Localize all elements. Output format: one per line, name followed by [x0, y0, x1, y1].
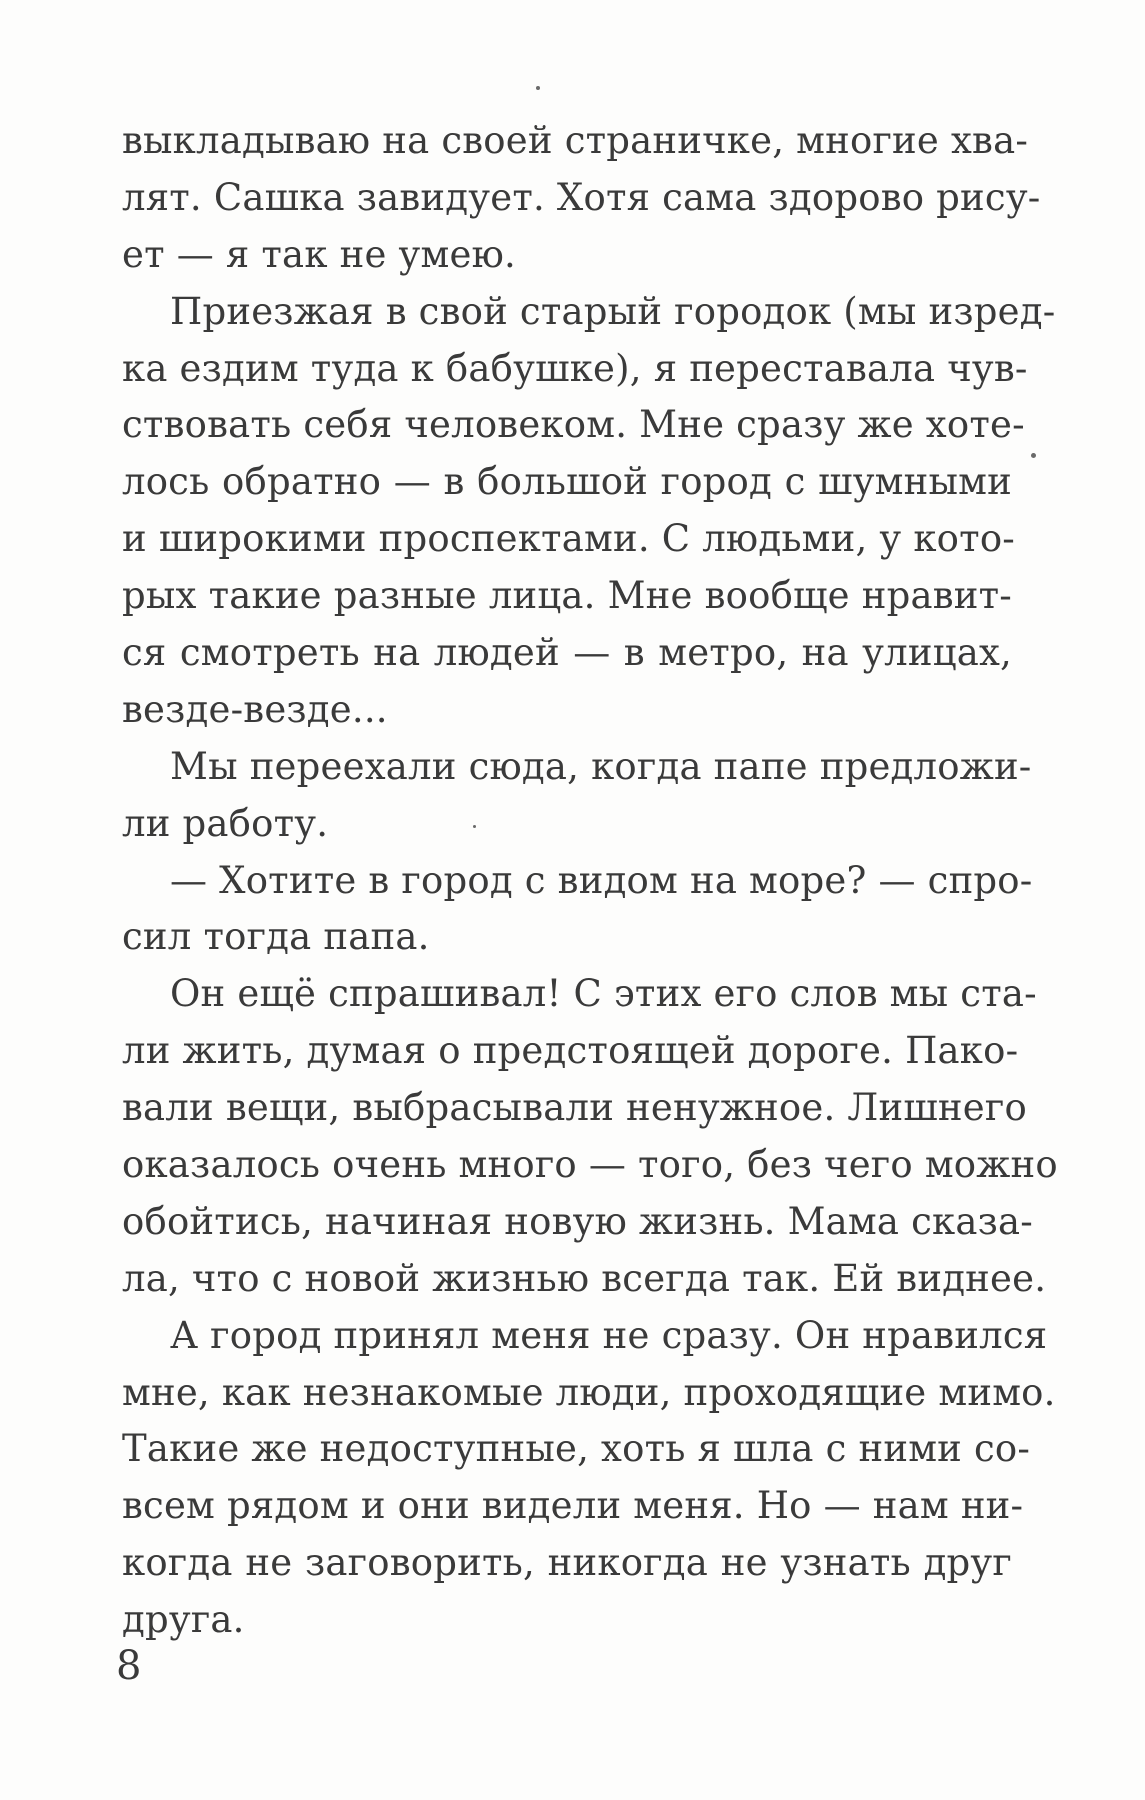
- text-line: ка ездим туда к бабушке), я переставала чув-: [122, 346, 1028, 390]
- page-number: 8: [116, 1643, 142, 1689]
- text-line: Мы переехали сюда, когда папе предложи-: [170, 744, 1032, 788]
- text-line: вали вещи, выбрасывали ненужное. Лишнего: [122, 1086, 1027, 1130]
- print-speck: [1031, 453, 1036, 458]
- text-line: — Хотите в город с видом на море? — спро-: [170, 858, 1033, 902]
- text-line: ствовать себя человеком. Мне сразу же хоте-: [122, 403, 1025, 447]
- text-line: ет — я так не умею.: [122, 232, 516, 276]
- text-line: лось обратно — в большой город с шумными: [122, 460, 1012, 504]
- text-line: Приезжая в свой старый городок (мы изред-: [170, 289, 1056, 333]
- print-speck: [536, 86, 540, 90]
- text-line: сил тогда папа.: [122, 915, 430, 959]
- text-line: Он ещё спрашивал! С этих его слов мы ста-: [170, 972, 1037, 1016]
- text-line: лят. Сашка завидует. Хотя сама здорово рису-: [122, 175, 1041, 219]
- text-line: везде-везде...: [122, 687, 388, 731]
- text-line: ли работу.: [122, 801, 329, 845]
- text-line: ла, что с новой жизнью всегда так. Ей виднее.: [122, 1256, 1047, 1300]
- text-line: оказалось очень много — того, без чего можно: [122, 1143, 1058, 1187]
- text-line: А город принял меня не сразу. Он нравился: [170, 1313, 1048, 1357]
- text-line: выкладываю на своей страничке, многие хва-: [122, 119, 1029, 162]
- text-line: друга.: [122, 1598, 245, 1642]
- text-line: всем рядом и они видели меня. Но — нам ни-: [122, 1484, 1024, 1528]
- text-line: рых такие разные лица. Мне вообще нравит-: [122, 574, 1012, 618]
- text-line: ли жить, думая о предстоящей дороге. Пако-: [122, 1029, 1019, 1073]
- text-line: мне, как незнакомые люди, проходящие мимо.: [122, 1370, 1056, 1414]
- body-text: [122, 113, 1058, 1649]
- text-line: когда не заговорить, никогда не узнать друг: [122, 1541, 1012, 1585]
- text-line: обойтись, начиная новую жизнь. Мама сказа-: [122, 1199, 1033, 1243]
- text-line: Такие же недоступные, хоть я шла с ними со-: [122, 1427, 1031, 1471]
- text-line: ся смотреть на людей — в метро, на улицах,: [122, 631, 1012, 675]
- text-line: и широкими проспектами. С людьми, у кото-: [122, 517, 1016, 561]
